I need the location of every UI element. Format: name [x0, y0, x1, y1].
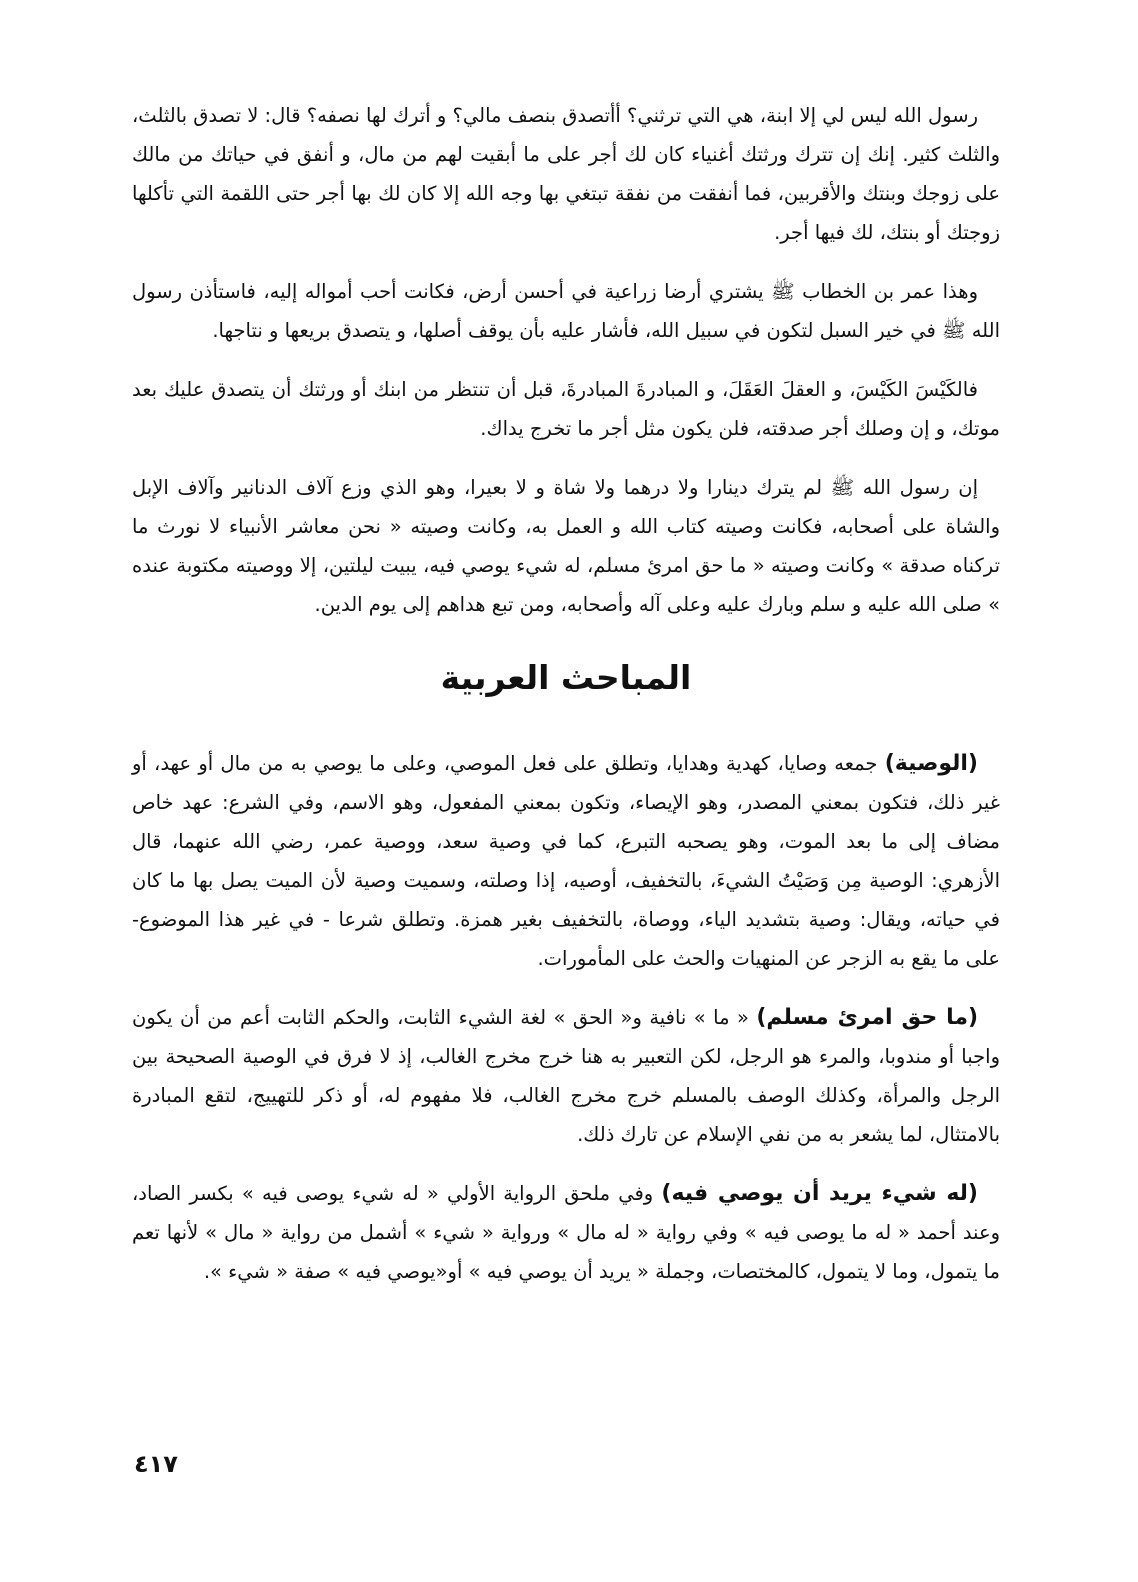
definition-text: وفي ملحق الرواية الأولي « له شيء يوصى فيه » بكسر الصاد، وعند أحمد « له ما يوصى فيه » وفي رواية « له مال » ورواية « شيء » أشمل من رواية « مال » لأنها تعم ما يتمول، وما لا يتمول، كالمختصات، وجملة « يريد أن يوصي فيه » أو«يوصي فيه » صفة « شيء ».	[132, 1182, 1000, 1283]
paragraph-1: رسول الله ليس لي إلا ابنة، هي التي ترثني؟ أأتصدق بنصف مالي؟ و أترك لها نصفه؟ قال: لا تصدق بالثلث، والثلث كثير. إنك إن تترك ورثتك أغنياء كان لك أجر على ما أبقيت لهم من مال، و أنفق في حياتك من مالك على زوجك وبنتك والأقربين، فما أنفقت من نفقة تبتغي بها وجه الله إلا كان لك بها أجر حتى اللقمة التي تأكلها زوجتك أو بنتك، لك فيها أجر.	[132, 104, 1000, 244]
page-body	[132, 96, 1000, 1299]
definition-text: « ما » نافية و« الحق » لغة الشيء الثابت، والحكم الثابت أعم من أن يكون واجبا أو مندوبا، والمرء هو الرجل، لكن التعبير به هنا خرج مخرج الغالب، إذ لا فرق في الوصية الصحيحة بين الرجل والمرأة، وكذلك الوصف بالمسلم خرج مخرج الغالب، فلا مفهوم له، أو ذكر للتهييج، لتقع المبادرة بالامتثال، لما يشعر به من نفي الإسلام عن تارك ذلك.	[132, 1006, 1000, 1146]
page-number: ٤١٧	[134, 1450, 178, 1478]
definition-term: (الوصية)	[884, 751, 978, 776]
paragraph-2: وهذا عمر بن الخطاب ﷺ يشتري أرضا زراعية في أحسن أرض، فكانت أحب أمواله إليه، فاستأذن رسول الله ﷺ في خير السبل لتكون في سبيل الله، فأشار عليه بأن يوقف أصلها، و يتصدق بريعها و نتاجها.	[132, 280, 1000, 342]
definition-term: (ما حق امرئ مسلم)	[756, 1005, 979, 1030]
paragraph-4: إن رسول الله ﷺ لم يترك دينارا ولا درهما ولا شاة و لا بعيرا، وهو الذي وزع آلاف الدنانير وآلاف الإبل والشاة على أصحابه، فكانت وصيته كتاب الله و العمل به، وكانت وصيته « نحن معاشر الأنبياء لا نورث ما تركناه صدقة » وكانت وصيته « ما حق امرئ مسلم، له شيء يوصي فيه، يبيت ليلتين، إلا ووصيته مكتوبة عنده » صلى الله عليه و سلم وبارك عليه وعلى آله وأصحابه، ومن تبع هداهم إلى يوم الدين.	[132, 476, 1000, 616]
definition-term: (له شيء يريد أن يوصي فيه)	[661, 1181, 978, 1206]
section-heading: المباحث العربية	[440, 658, 692, 697]
paragraph-3: فالكَيْسَ الكَيْسَ، و العقلَ العَقَلَ، و المبادرةَ المبادرةَ، قبل أن تنتظر من ابنك أو ورثتك أن يتصدق عليك بعد موتك، و إن وصلك أجر صدقته، فلن يكون مثل أجر ما تخرج يداك.	[132, 378, 1000, 440]
definition-paragraph-wasiyya	[132, 744, 1000, 978]
definition-paragraph-shay	[132, 1174, 1000, 1291]
definition-paragraph-haqq	[132, 998, 1000, 1154]
definition-text: جمعه وصايا، كهدية وهدايا، وتطلق على فعل الموصي، وعلى ما يوصي به من مال أو عهد، أو غير ذلك، فتكون بمعني المصدر، وهو الإيصاء، وتكون بمعني المفعول، وهو الاسم، وفي الشرع: عهد خاص مضاف إلى ما بعد الموت، وهو يصحبه التبرع، كما في وصية سعد، ووصية عمر، رضي الله عنهما، قال الأزهري: الوصية مِن وَصَيْتُ الشيءَ، بالتخفيف، أوصيه، إذا وصلته، وسميت وصية لأن الميت يصل بها ما كان في حياته، ويقال: وصية بتشديد الياء، ووصاة، بالتخفيف بغير همزة. وتطلق شرعا - في غير هذا الموضوع- على ما يقع به الزجر عن المنهيات والحث على المأمورات.	[132, 752, 1000, 970]
